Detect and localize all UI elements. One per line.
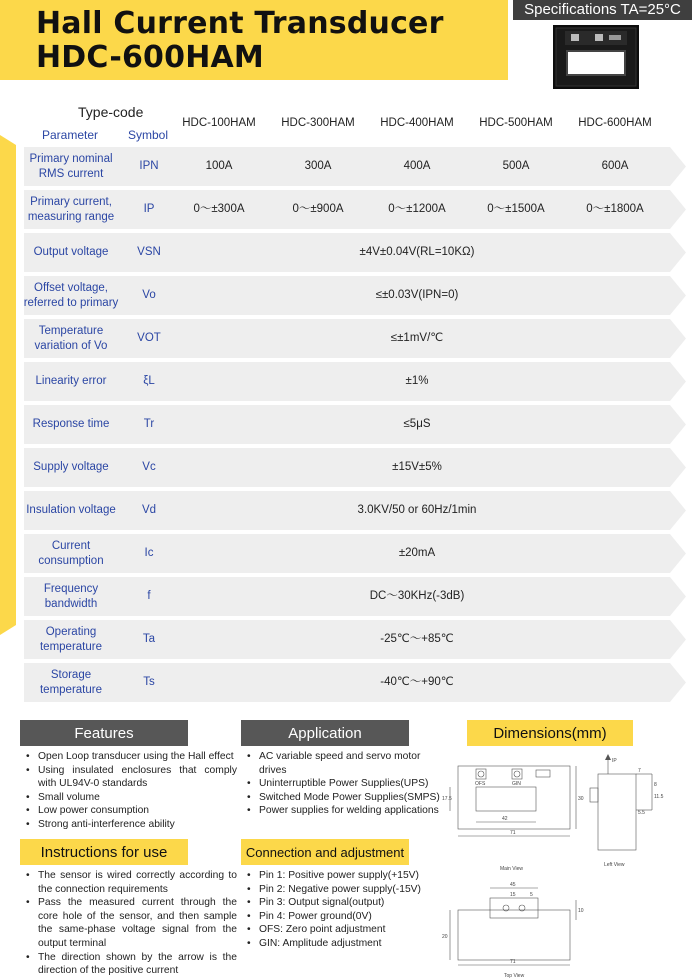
- specifications-label: Specifications TA=25°C: [513, 0, 692, 20]
- value-cell: -25℃～+85℃: [380, 633, 454, 645]
- param-line: RMS current: [38, 167, 104, 180]
- left-view-pin: [590, 788, 598, 802]
- list-item: • Pin 1: Positive power supply(+15V): [245, 869, 445, 883]
- list-item: • The sensor is wired correctly according to the connection requirements: [24, 869, 237, 896]
- spec-row-current-consumption: [0, 532, 692, 575]
- value-cell: ≤±0.03V(IPN=0): [375, 289, 459, 301]
- main-view-label: Main View: [500, 866, 523, 872]
- dim-42-label: 42: [502, 816, 508, 822]
- ip-label: IP: [612, 758, 617, 764]
- param-cell: [18, 317, 124, 360]
- value-cell: 500A: [502, 160, 530, 172]
- param-cell: [18, 274, 124, 317]
- dim-55-label: 5.5: [638, 810, 645, 816]
- spec-row-storage-temperature: [0, 661, 692, 704]
- model-header: HDC-100HAM: [182, 117, 256, 129]
- param-cell: Insulation voltage: [26, 504, 116, 516]
- model-header: HDC-500HAM: [479, 117, 553, 129]
- param-cell: [18, 188, 124, 231]
- param-line: Storage: [50, 668, 92, 681]
- parameter-header: Parameter: [42, 128, 99, 142]
- symbol-cell: IPN: [139, 160, 159, 172]
- symbol-cell: Ts: [143, 676, 155, 688]
- param-line: referred to primary: [23, 296, 119, 309]
- param-line: Current: [51, 539, 91, 552]
- symbol-cell: Vd: [141, 504, 157, 516]
- top-view-label: Top View: [504, 973, 525, 979]
- symbol-cell: Ta: [142, 633, 156, 645]
- param-line: Primary current,: [30, 195, 112, 208]
- main-view-outline: [458, 766, 570, 829]
- product-image: [553, 25, 639, 89]
- top-view-outline: [458, 910, 570, 960]
- list-item: • Uninterruptible Power Supplies(UPS): [245, 777, 445, 791]
- value-cell: 0～±1800A: [586, 203, 644, 215]
- dim-45-label: 45: [510, 882, 516, 888]
- model-header: HDC-400HAM: [380, 117, 454, 129]
- list-item: • Pass the measured current through the core hole of the sensor, and then sample the same-phase voltage signal from the output terminal: [24, 896, 237, 950]
- type-code-label: Type-code: [78, 104, 144, 120]
- list-item: • Pin 4: Power ground(0V): [245, 910, 445, 924]
- param-line: Operating: [45, 625, 97, 638]
- list-item: • Open Loop transducer using the Hall effect: [24, 750, 237, 764]
- arrow-head-icon: [605, 754, 611, 760]
- list-item: • The direction shown by the arrow is the direction of the positive current: [24, 951, 237, 978]
- model-header: HDC-300HAM: [281, 117, 355, 129]
- value-cell: ±20mA: [398, 547, 436, 559]
- symbol-cell: Ic: [144, 547, 154, 559]
- left-view-outline: [598, 774, 636, 850]
- param-cell: Supply voltage: [33, 461, 109, 473]
- list-item: • AC variable speed and servo motor drives: [245, 750, 445, 777]
- value-cell: 300A: [304, 160, 332, 172]
- ofs-pot-knob: [478, 771, 484, 777]
- symbol-cell: ξL: [143, 375, 155, 387]
- core-hole: [476, 787, 536, 811]
- symbol-header: Symbol: [128, 128, 169, 142]
- application-header: Application: [241, 720, 409, 746]
- list-item: • Strong anti-interference ability: [24, 818, 237, 832]
- spec-row-response-time: [0, 403, 692, 446]
- param-line: Frequency: [43, 582, 99, 595]
- list-item: • OFS: Zero point adjustment: [245, 923, 445, 937]
- gin-pot: [512, 769, 522, 779]
- list-item: • Switched Mode Power Supplies(SMPS): [245, 791, 445, 805]
- param-line: Temperature: [38, 324, 104, 337]
- dim-15-label: 15: [510, 892, 516, 898]
- list-item: • Pin 2: Negative power supply(-15V): [245, 883, 445, 897]
- value-cell: 0～±1500A: [487, 203, 545, 215]
- application-list: [245, 750, 445, 818]
- dimension-drawings: [440, 750, 692, 979]
- ofs-pot: [476, 769, 486, 779]
- symbol-cell: Tr: [143, 418, 155, 430]
- connection-list: [245, 869, 445, 951]
- dim-71-label: 71: [510, 830, 516, 836]
- dim-7-label: 7: [638, 768, 641, 774]
- value-cell: 0～±1200A: [388, 203, 446, 215]
- connector: [536, 770, 550, 777]
- value-cell: ±1%: [405, 375, 429, 387]
- left-view-label: Left View: [604, 862, 625, 868]
- symbol-cell: Vc: [142, 461, 156, 473]
- symbol-cell: Vo: [142, 289, 156, 301]
- value-cell: ±15V±5%: [392, 461, 442, 473]
- param-cell: [18, 618, 124, 661]
- spec-row-output-voltage: [0, 231, 692, 274]
- param-line: variation of Vo: [34, 339, 108, 352]
- dim-10-label: 10: [578, 908, 584, 914]
- instructions-header: Instructions for use: [20, 839, 188, 865]
- spec-row-supply-voltage: [0, 446, 692, 489]
- header: [0, 0, 692, 80]
- symbol-cell: VOT: [137, 332, 161, 344]
- connection-header: Connection and adjustment: [241, 839, 409, 865]
- value-cell: 600A: [601, 160, 629, 172]
- value-cell: DC～30KHz(-3dB): [369, 590, 465, 602]
- list-item: • GIN: Amplitude adjustment: [245, 937, 445, 951]
- param-line: Offset voltage,: [34, 281, 108, 294]
- value-cell: 3.0KV/50 or 60Hz/1min: [357, 504, 477, 516]
- spec-row-primary-nominal: [0, 145, 692, 188]
- symbol-cell: f: [147, 590, 151, 602]
- param-line: measuring range: [27, 210, 115, 223]
- top-dim-71-label: 71: [510, 959, 516, 965]
- value-cell: -40℃～+90℃: [380, 676, 454, 688]
- value-cell: 400A: [403, 160, 431, 172]
- value-cell: 100A: [205, 160, 233, 172]
- gin-label: GIN: [512, 781, 521, 787]
- value-cell: ≤±1mV/℃: [390, 332, 444, 344]
- model-title: HDC-600HAM: [36, 40, 264, 75]
- model-header: HDC-600HAM: [578, 117, 652, 129]
- param-cell: [18, 145, 124, 188]
- dim-30-label: 30: [578, 796, 584, 802]
- list-item: • Pin 3: Output signal(output): [245, 896, 445, 910]
- param-cell: [18, 575, 124, 618]
- gin-pot-knob: [514, 771, 520, 777]
- list-item: • Small volume: [24, 791, 237, 805]
- top-view-header: [490, 898, 538, 918]
- instructions-list: [24, 869, 237, 978]
- features-list: [24, 750, 237, 832]
- spec-row-linearity-error: [0, 360, 692, 403]
- value-cell: ≤5μS: [403, 418, 431, 430]
- page-title: Hall Current Transducer: [36, 6, 444, 41]
- dimensions-header: Dimensions(mm): [467, 720, 633, 746]
- symbol-cell: IP: [143, 203, 155, 215]
- list-item: • Power supplies for welding applications: [245, 804, 445, 818]
- dim-20-label: 20: [442, 934, 448, 940]
- param-cell: [18, 532, 124, 575]
- param-line: bandwidth: [44, 597, 98, 610]
- spec-row-operating-temperature: [0, 618, 692, 661]
- spec-row-insulation-voltage: [0, 489, 692, 532]
- value-cell: ±4V±0.04V(RL=10KΩ): [359, 246, 475, 258]
- param-line: temperature: [39, 640, 102, 653]
- list-item: • Using insulated enclosures that comply with UL94V-0 standards: [24, 764, 237, 791]
- dim-115-label: 11.5: [654, 794, 664, 800]
- dim-8-label: 8: [654, 782, 657, 788]
- features-header: Features: [20, 720, 188, 746]
- param-line: Primary nominal: [29, 152, 113, 165]
- spec-row-offset-voltage: [0, 274, 692, 317]
- dim-175-label: 17.5: [442, 796, 452, 802]
- value-cell: 0～±900A: [292, 203, 344, 215]
- param-cell: Output voltage: [33, 246, 109, 258]
- param-line: consumption: [38, 554, 104, 567]
- symbol-cell: VSN: [137, 246, 161, 258]
- spec-row-temperature-variation: [0, 317, 692, 360]
- ofs-label: OFS: [475, 781, 486, 787]
- param-cell: Response time: [32, 418, 110, 430]
- param-cell: Linearity error: [35, 375, 107, 387]
- spec-row-measuring-range: [0, 188, 692, 231]
- value-cell: 0～±300A: [193, 203, 245, 215]
- param-cell: [18, 661, 124, 704]
- dim-5-label: 5: [530, 892, 533, 898]
- list-item: • Low power consumption: [24, 804, 237, 818]
- param-line: temperature: [39, 683, 102, 696]
- spec-row-frequency-bandwidth: [0, 575, 692, 618]
